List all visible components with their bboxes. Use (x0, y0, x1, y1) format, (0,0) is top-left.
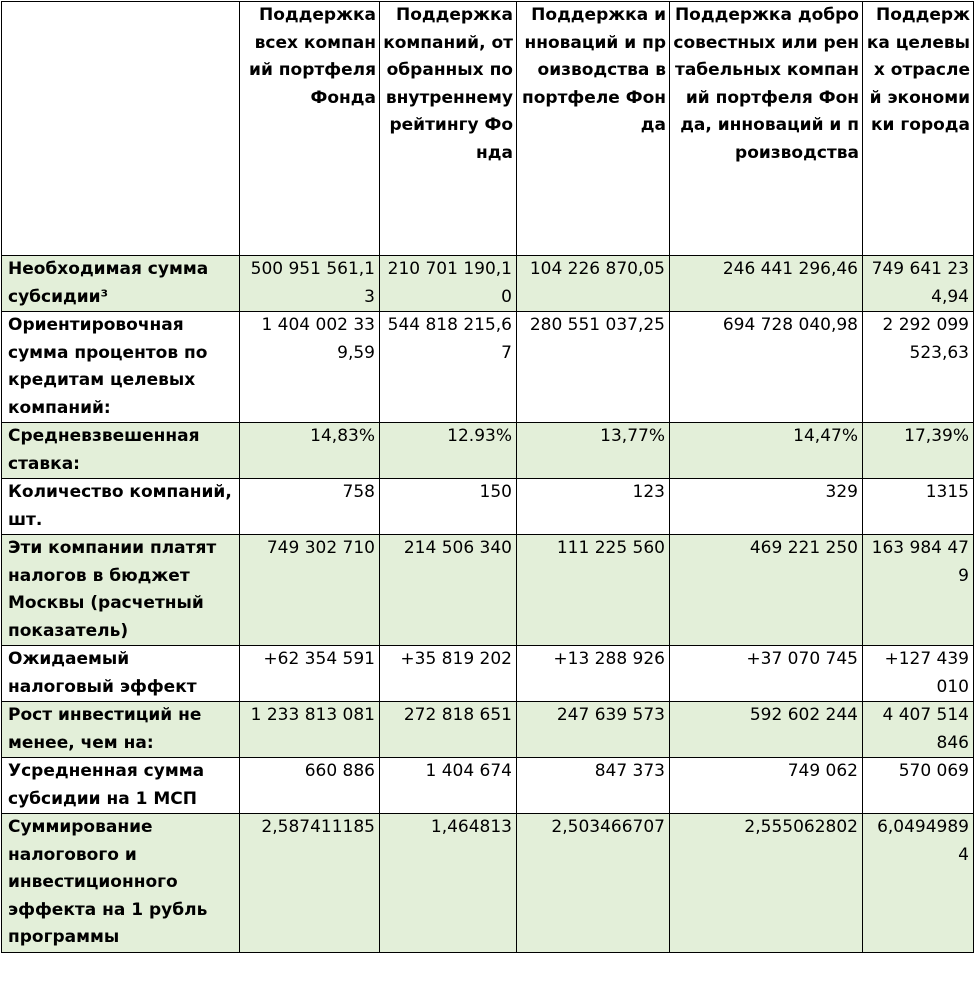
value-cell: 123 (517, 479, 670, 535)
table-row (2, 423, 974, 479)
value-cell: 329 (670, 479, 863, 535)
value-cell: 758 (240, 479, 380, 535)
subsidy-comparison-table (1, 1, 974, 953)
value-cell: 111 225 560 (517, 535, 670, 646)
value-cell: +62 354 591 (240, 646, 380, 702)
value-cell: 12.93% (380, 423, 517, 479)
table-row (2, 256, 974, 312)
value-cell: 247 639 573 (517, 702, 670, 758)
value-cell: 4 407 514 846 (863, 702, 974, 758)
column-header-innovation-production: Поддержка инноваций и производства в портфеле Фонда (517, 2, 670, 256)
value-cell: +127 439 010 (863, 646, 974, 702)
value-cell: 2,503466707 (517, 814, 670, 953)
value-cell: 1 233 813 081 (240, 702, 380, 758)
column-header-target-industries: Поддержка целевых отраслей экономики города (863, 2, 974, 256)
table-row (2, 312, 974, 423)
value-cell: 2,587411185 (240, 814, 380, 953)
row-label: Усредненная сумма субсидии на 1 МСП (2, 758, 240, 814)
value-cell: 570 069 (863, 758, 974, 814)
table-row (2, 479, 974, 535)
row-label: Ожидаемый налоговый эффект (2, 646, 240, 702)
value-cell: 1,464813 (380, 814, 517, 953)
row-label: Эти компании платят налогов в бюджет Москвы (расчетный показатель) (2, 535, 240, 646)
value-cell: 469 221 250 (670, 535, 863, 646)
column-header-rating-selected: Поддержка компаний, отобранных по внутреннему рейтингу Фонда (380, 2, 517, 256)
value-cell: 104 226 870,05 (517, 256, 670, 312)
value-cell: 14,83% (240, 423, 380, 479)
value-cell: 1 404 002 339,59 (240, 312, 380, 423)
value-cell: 544 818 215,67 (380, 312, 517, 423)
column-header-good-faith-profitable: Поддержка добросовестных или рентабельных компаний портфеля Фонда, инноваций и производства (670, 2, 863, 256)
value-cell: 150 (380, 479, 517, 535)
value-cell: 749 302 710 (240, 535, 380, 646)
value-cell: 592 602 244 (670, 702, 863, 758)
value-cell: +37 070 745 (670, 646, 863, 702)
row-label: Средневзвешенная ставка: (2, 423, 240, 479)
value-cell: 749 641 234,94 (863, 256, 974, 312)
value-cell: 14,47% (670, 423, 863, 479)
table-row (2, 758, 974, 814)
value-cell: 214 506 340 (380, 535, 517, 646)
value-cell: 660 886 (240, 758, 380, 814)
value-cell: +35 819 202 (380, 646, 517, 702)
value-cell: +13 288 926 (517, 646, 670, 702)
table-row (2, 814, 974, 953)
row-label: Суммирование налогового и инвестиционного эффекта на 1 рубль программы (2, 814, 240, 953)
value-cell: 272 818 651 (380, 702, 517, 758)
value-cell: 749 062 (670, 758, 863, 814)
value-cell: 847 373 (517, 758, 670, 814)
row-label: Рост инвестиций не менее, чем на: (2, 702, 240, 758)
row-label: Ориентировочная сумма процентов по кредитам целевых компаний: (2, 312, 240, 423)
column-header-all-companies: Поддержка всех компаний портфеля Фонда (240, 2, 380, 256)
table-row (2, 702, 974, 758)
value-cell: 246 441 296,46 (670, 256, 863, 312)
value-cell: 2 292 099 523,63 (863, 312, 974, 423)
value-cell: 500 951 561,13 (240, 256, 380, 312)
value-cell: 210 701 190,10 (380, 256, 517, 312)
value-cell: 17,39% (863, 423, 974, 479)
table-row (2, 535, 974, 646)
value-cell: 694 728 040,98 (670, 312, 863, 423)
value-cell: 163 984 479 (863, 535, 974, 646)
value-cell: 13,77% (517, 423, 670, 479)
table-row (2, 646, 974, 702)
value-cell: 6,04949894 (863, 814, 974, 953)
row-label: Количество компаний, шт. (2, 479, 240, 535)
row-label: Необходимая сумма субсидии³ (2, 256, 240, 312)
value-cell: 1 404 674 (380, 758, 517, 814)
header-corner-cell (2, 2, 240, 256)
value-cell: 2,555062802 (670, 814, 863, 953)
header-row (2, 2, 974, 256)
value-cell: 280 551 037,25 (517, 312, 670, 423)
value-cell: 1315 (863, 479, 974, 535)
